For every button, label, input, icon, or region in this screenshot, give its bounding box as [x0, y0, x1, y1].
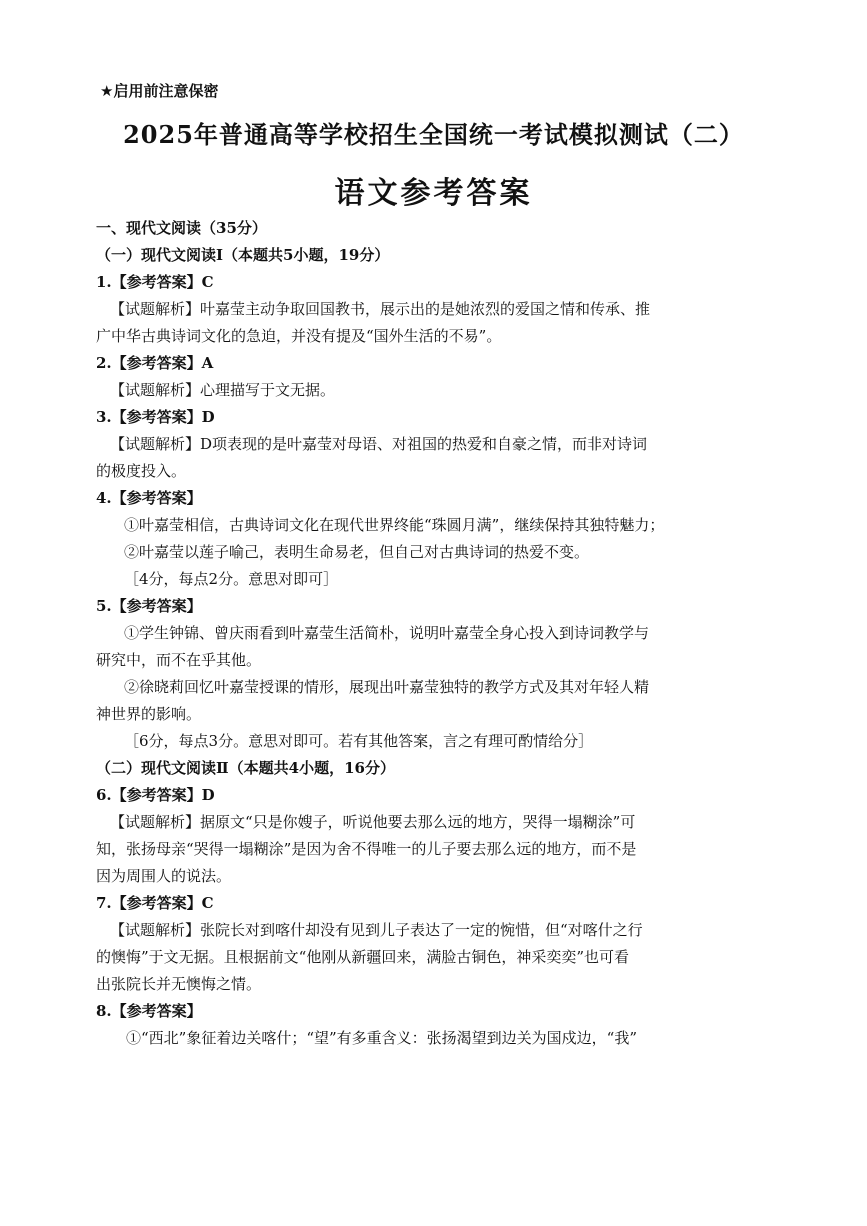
answer-point: ②叶嘉莹以莲子喻己，表明生命易老，但自己对古典诗词的热爱不变。: [124, 543, 590, 561]
analysis-line: 【试题解析】叶嘉莹主动争取回国教书，展示出的是她浓烈的爱国之情和传承、推: [110, 300, 651, 318]
analysis-line: 【试题解析】据原文“只是你嫂子，听说他要去那么远的地方，哭得一塌糊涂”可: [110, 813, 636, 831]
analysis-line: 知，张扬母亲“哭得一塌糊涂”是因为舍不得唯一的儿子要去那么远的地方，而不是: [96, 840, 637, 858]
analysis-line: 广中华古典诗词文化的急迫，并没有提及“国外生活的不易”。: [96, 327, 502, 345]
answer-body: [96, 215, 756, 1052]
answer-point: ①“西北”象征着边关喀什；“望”有多重含义：张扬渴望到边关为国戍边，“我”: [126, 1029, 638, 1047]
analysis-line: 因为周围人的说法。: [96, 867, 232, 885]
answer-line: 6.【参考答案】D: [96, 786, 215, 804]
analysis-line: 的懊悔”于文无据。且根据前文“他刚从新疆回来，满脸古铜色，神采奕奕”也可看: [96, 948, 630, 966]
section-heading: 一、现代文阅读（35分）: [96, 219, 267, 237]
analysis-line: 【试题解析】张院长对到喀什却没有见到儿子表达了一定的惋惜，但“对喀什之行: [110, 921, 643, 939]
answer-point: ①叶嘉莹相信，古典诗词文化在现代世界终能“珠圆月满”，继续保持其独特魅力；: [124, 516, 665, 534]
answer-line: 1.【参考答案】C: [96, 273, 214, 291]
analysis-line: 【试题解析】D项表现的是叶嘉莹对母语、对祖国的热爱和自豪之情，而非对诗词: [110, 435, 648, 453]
scoring-note: ［6分，每点3分。意思对即可。若有其他答案，言之有理可酌情给分］: [124, 732, 594, 750]
exam-title: 2025年普通高等学校招生全国统一考试模拟测试（二）: [123, 120, 744, 149]
answer-point: ①学生钟锦、曾庆雨看到叶嘉莹生活简朴，说明叶嘉莹全身心投入到诗词教学与: [124, 624, 650, 642]
analysis-line: 出张院长并无懊悔之情。: [96, 975, 262, 993]
confidential-notice: ★启用前注意保密: [100, 82, 219, 100]
answer-point: 研究中，而不在乎其他。: [96, 651, 262, 669]
answer-line: 4.【参考答案】: [96, 489, 202, 507]
answer-line: 5.【参考答案】: [96, 597, 202, 615]
answer-line: 2.【参考答案】A: [96, 354, 214, 372]
analysis-line: 【试题解析】心理描写于文无据。: [110, 381, 336, 399]
subsection-heading: （一）现代文阅读Ⅰ（本题共5小题，19分）: [96, 246, 390, 264]
answer-line: 8.【参考答案】: [96, 1002, 202, 1020]
answer-point: ②徐晓莉回忆叶嘉莹授课的情形，展现出叶嘉莹独特的教学方式及其对年轻人精: [124, 678, 650, 696]
scoring-note: ［4分，每点2分。意思对即可］: [124, 570, 339, 588]
subsection-heading: （二）现代文阅读Ⅱ（本题共4小题，16分）: [96, 759, 395, 777]
answer-line: 3.【参考答案】D: [96, 408, 215, 426]
answer-line: 7.【参考答案】C: [96, 894, 214, 912]
analysis-line: 的极度投入。: [96, 462, 187, 480]
subject-title: 语文参考答案: [334, 176, 533, 211]
answer-point: 神世界的影响。: [96, 705, 202, 723]
